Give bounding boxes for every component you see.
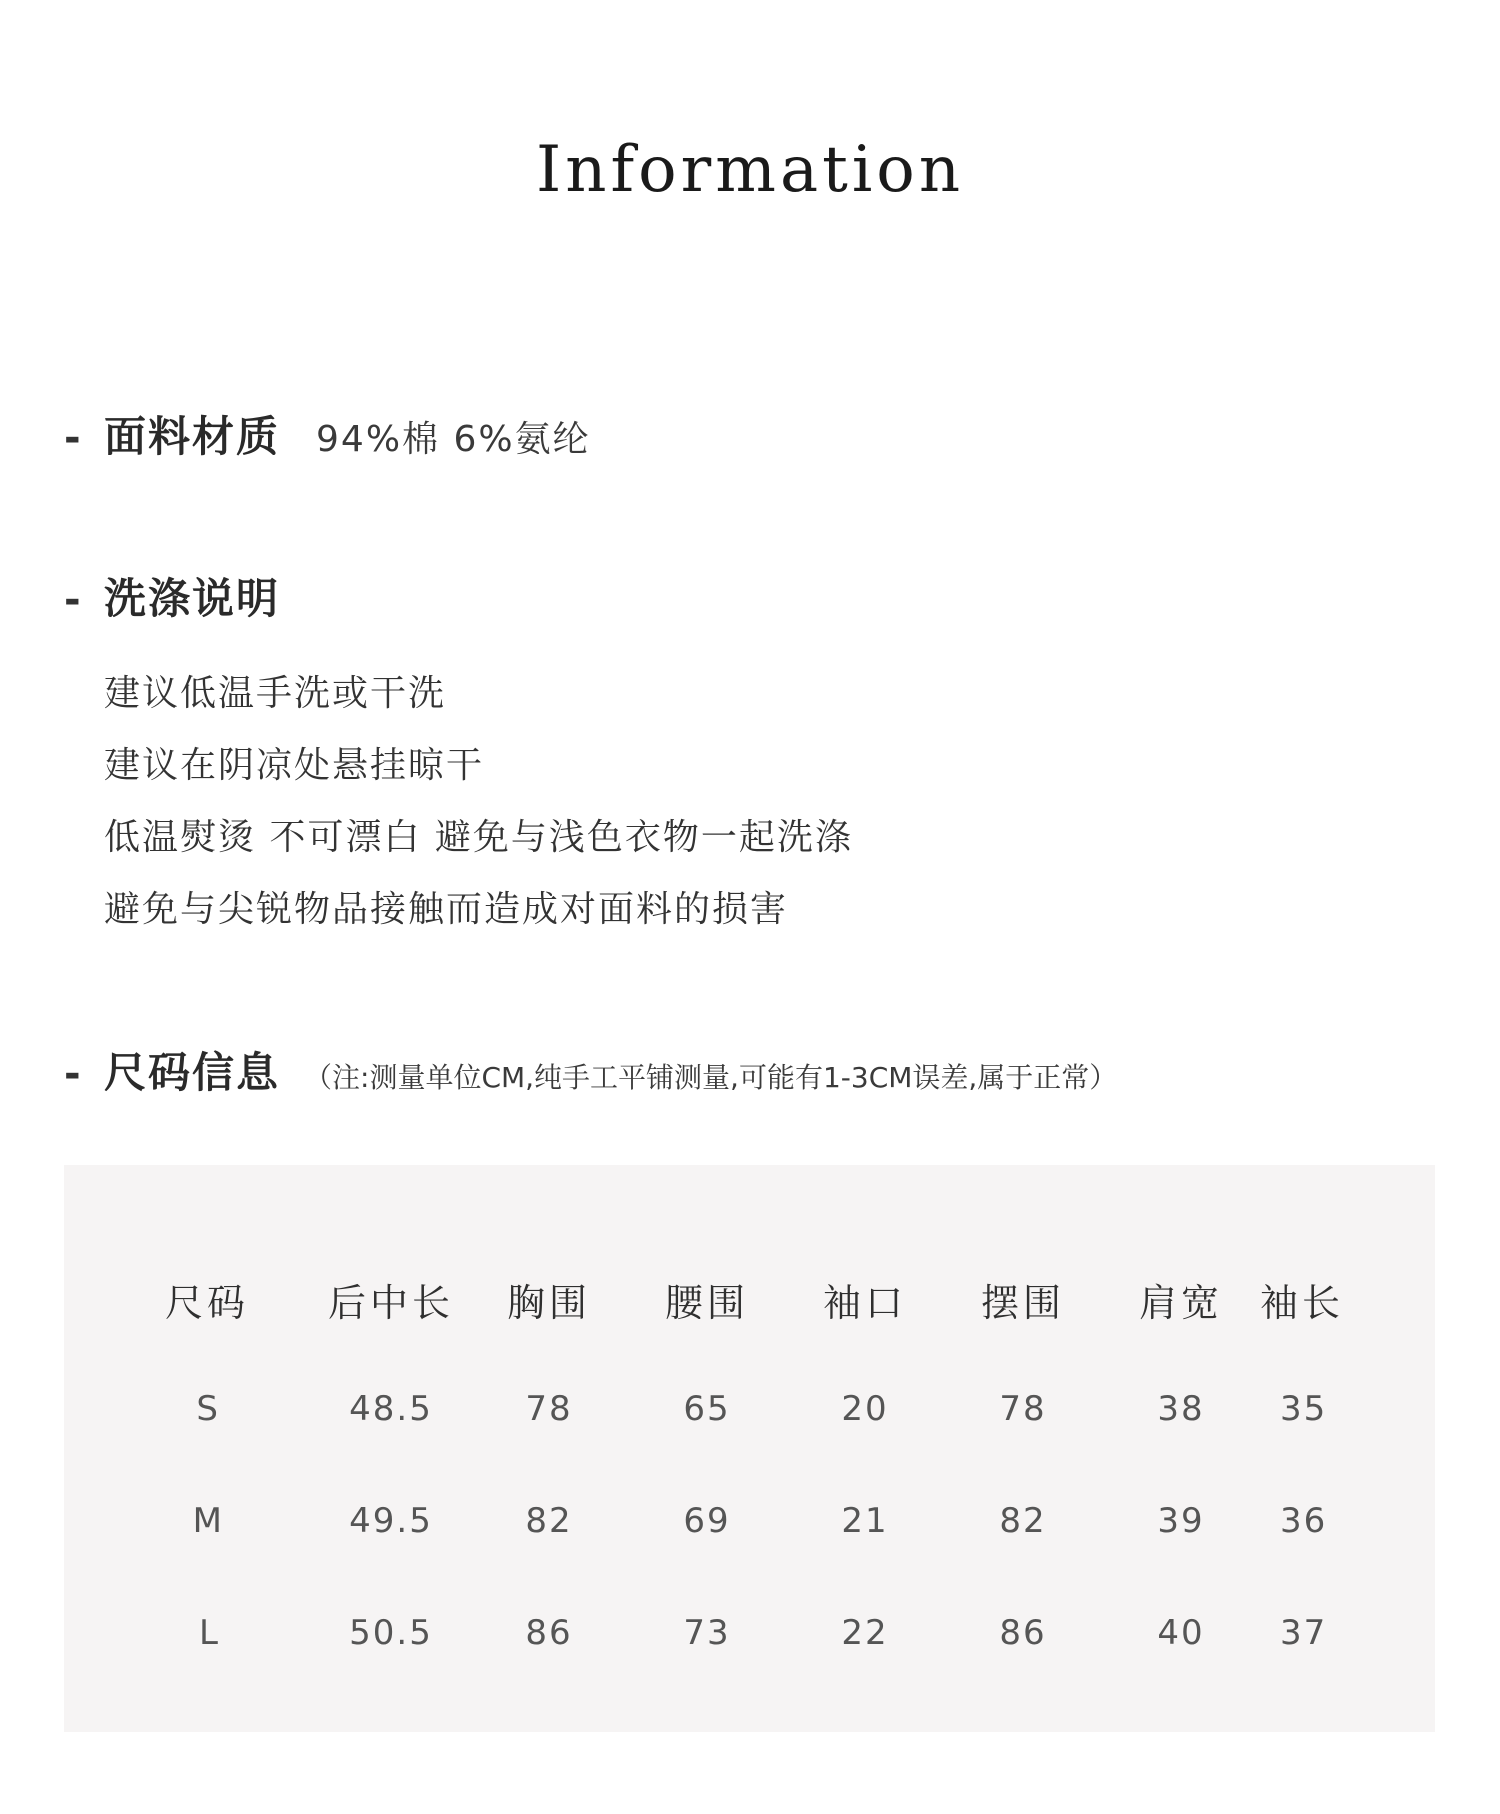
care-instruction: 建议低温手洗或干洗 bbox=[104, 673, 447, 714]
table-cell: 78 bbox=[525, 1389, 573, 1429]
table-cell: 82 bbox=[525, 1501, 573, 1541]
size-label: L bbox=[199, 1613, 220, 1653]
size-section-heading bbox=[64, 1040, 1117, 1100]
size-chart-panel bbox=[64, 1165, 1435, 1732]
page-title: Information bbox=[535, 133, 965, 207]
table-row bbox=[64, 1353, 1435, 1465]
column-header: 后中长 bbox=[327, 1280, 454, 1325]
column-header: 袖长 bbox=[1260, 1280, 1345, 1325]
dash-bullet: - bbox=[64, 415, 81, 461]
care-instruction: 建议在阴凉处悬挂晾干 bbox=[104, 745, 485, 786]
table-cell: 37 bbox=[1280, 1613, 1328, 1653]
fabric-composition: 94%棉 6%氨纶 bbox=[316, 419, 591, 460]
column-header: 腰围 bbox=[664, 1280, 749, 1325]
table-cell: 38 bbox=[1157, 1389, 1205, 1429]
care-instructions-list bbox=[104, 658, 853, 946]
table-cell: 78 bbox=[999, 1389, 1047, 1429]
column-header: 袖口 bbox=[822, 1280, 907, 1325]
size-chart-table bbox=[64, 1165, 1435, 1689]
table-cell: 50.5 bbox=[349, 1613, 433, 1653]
fabric-heading: 面料材质 bbox=[104, 412, 281, 461]
column-header: 胸围 bbox=[506, 1280, 591, 1325]
table-cell: 86 bbox=[999, 1613, 1047, 1653]
care-instruction: 避免与尖锐物品接触而造成对面料的损害 bbox=[104, 889, 789, 930]
care-instruction: 低温熨烫 不可漂白 避免与浅色衣物一起洗涤 bbox=[104, 817, 853, 858]
table-row bbox=[64, 1465, 1435, 1577]
table-cell: 39 bbox=[1157, 1501, 1205, 1541]
table-row bbox=[64, 1577, 1435, 1689]
column-header: 尺码 bbox=[164, 1280, 249, 1325]
table-cell: 20 bbox=[841, 1389, 889, 1429]
table-cell: 86 bbox=[525, 1613, 573, 1653]
table-cell: 36 bbox=[1280, 1501, 1328, 1541]
table-cell: 48.5 bbox=[349, 1389, 433, 1429]
column-header: 肩宽 bbox=[1138, 1280, 1223, 1325]
table-cell: 69 bbox=[683, 1501, 731, 1541]
size-heading: 尺码信息 bbox=[104, 1048, 281, 1097]
table-header-row bbox=[64, 1165, 1435, 1353]
care-heading: 洗涤说明 bbox=[104, 574, 281, 623]
column-header: 摆围 bbox=[980, 1280, 1065, 1325]
table-cell: 40 bbox=[1157, 1613, 1205, 1653]
table-cell: 35 bbox=[1280, 1389, 1328, 1429]
table-cell: 21 bbox=[841, 1501, 889, 1541]
dash-bullet: - bbox=[64, 1051, 81, 1097]
table-cell: 73 bbox=[683, 1613, 731, 1653]
table-cell: 22 bbox=[841, 1613, 889, 1653]
dash-bullet: - bbox=[64, 577, 81, 623]
fabric-section-heading bbox=[64, 404, 591, 464]
size-label: S bbox=[196, 1389, 220, 1429]
table-cell: 65 bbox=[683, 1389, 731, 1429]
measurement-note: （注:测量单位CM,纯手工平铺测量,可能有1-3CM误差,属于正常） bbox=[304, 1061, 1118, 1094]
table-cell: 82 bbox=[999, 1501, 1047, 1541]
table-cell: 49.5 bbox=[349, 1501, 433, 1541]
size-label: M bbox=[192, 1501, 224, 1541]
care-section-heading bbox=[64, 566, 280, 626]
